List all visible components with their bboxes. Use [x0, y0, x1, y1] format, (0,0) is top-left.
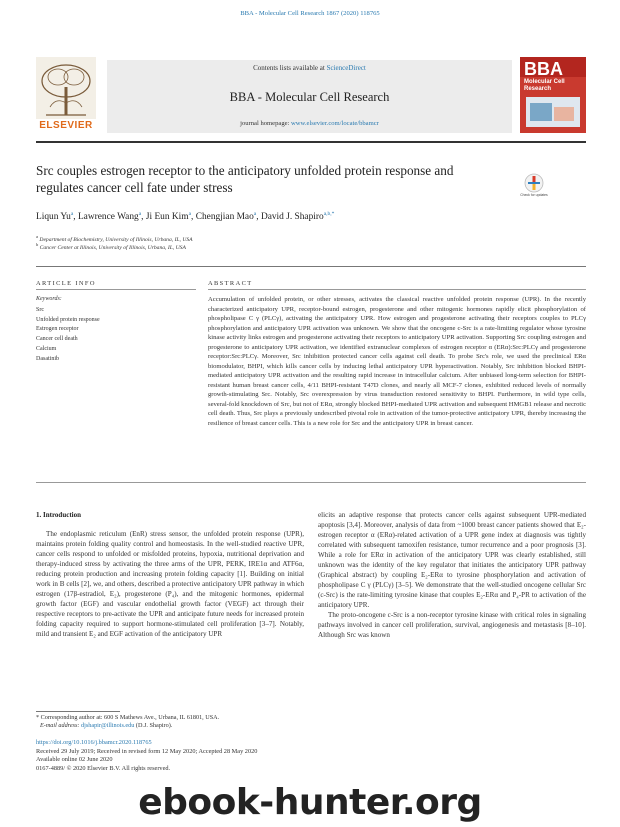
cover-subtitle: Molecular Cell Research	[524, 79, 565, 92]
journal-citation[interactable]: BBA - Molecular Cell Research 1867 (2020) 118765	[240, 10, 380, 17]
abstract-rule	[208, 289, 586, 290]
corresponding-author-footnote: * Corresponding author at: 600 S Mathews Ave., Urbana, IL 61801, USA. E-mail address: djshapir@illinois.edu (D.J. Shapiro).	[36, 714, 220, 730]
sciencedirect-link[interactable]: ScienceDirect	[326, 64, 366, 72]
keyword: Dasatinib	[36, 355, 59, 362]
cover-title: BBA	[524, 59, 563, 79]
journal-banner	[107, 60, 512, 133]
author[interactable]: Lawrence Wang$^a$,	[77, 211, 146, 223]
body-divider	[36, 482, 586, 483]
doi-link[interactable]: https://doi.org/10.1016/j.bbamcr.2020.118765	[36, 739, 152, 746]
author[interactable]: Liqun Yu$^a$,	[36, 211, 78, 223]
introduction-heading: 1. Introduction	[36, 511, 81, 519]
received-dates: Received 29 July 2019; Received in revised form 12 May 2020; Accepted 28 May 2020	[36, 747, 258, 755]
paragraph: elicits an adaptive response that protects cancer cells against subsequent UPR-mediated apoptosis [3,4]. Moreover, analysis of data from ~1000 breast cancer patients showed that E₂-estrogen receptor α (ERα)-related activation of a UPR gene index at diagnosis was tightly correlated with subsequent tamoxifen resistance, tumor recurrence and a poor prognosis [3]. While a role for ERα in activation of the anticipatory UPR was clearly established, still unknown was the identity of the key regulator that initiates the anticipatory UPR pathway (Graphical abstract) by coupling E₂-ERα to tyrosine phosphorylation and activation of phospholipase C γ (PLCγ) [3–5]. We demonstrate that the well-studied oncogene cellular Src (c-Src) is the rate-limiting tyrosine kinase that couples E₂-ERα and P₄-PR to activation of the anticipatory UPR.	[318, 511, 586, 609]
check-for-updates-label: Check for updates	[520, 193, 548, 197]
affiliation: $^a$ Department of Biochemistry, University of Illinois, Urbana, IL, USA	[36, 234, 193, 243]
article-title: Src couples estrogen receptor to the anticipatory unfolded protein response and regulates cancer cell fate under stress	[36, 163, 454, 195]
abstract-text: Accumulation of unfolded protein, or other stresses, activates the classical reactive unfolded protein response (UPR). In the recently characterized anticipatory UPR, receptor-bound estrogen, progesterone and other mitogenic hormones rapidly elicit phosphorylation of phospholipase C γ (PLCγ), activating the anticipatory UPR. How estrogen and progesterone activating their receptors couples to PLCγ phosphorylation and anticipatory UPR activation was unknown. We show that the oncogene c-Src is a rate-limiting regulator whose tyrosine kinase activity links estrogen and progesterone activating their receptors to anticipatory UPR activation. Supporting Src coupling estrogen and progesterone to anticipatory UPR activation, we identified extranuclear complexes of estrogen receptor α (ERα):Src:PLCγ and progesterone receptor:Src:PLCγ. Moreover, Src inhibition protected cancer cells against cell death. To probe Src's role, we used the preclinical ERα biomodulator, BHPI, which kills cancer cells by inducing lethal anticipatory UPR hyperactivation. Notably, Src inhibition blocked BHPI-mediated anticipatory UPR activation and the resulting rapid increase in intracellular calcium. After unbiased long-term selection for BHPI-resistant human breast cancer cells, 4/11 BHPI-resistant T47D clones, and nearly all MCF-7 clones, exhibited reduced levels of normally growth-stimulating Src. Notably, Src overexpression by virus transduction restored sensitivity to BHPI. Furthermore, in wild type cells, several-fold knockdown of Src, but not of ERα, strongly blocked BHPI-mediated UPR activation and subsequent HMGB1 release and necrotic cell death. Thus, Src plays a previously undescribed pivotal role in activation of the tumor-protective anticipatory UPR, thereby increasing the resilience of breast cancer cells. This is a new role for Src and the anticipatory UPR in breast cancer.	[208, 296, 586, 427]
keyword: Src	[36, 307, 44, 313]
author[interactable]: Chengjian Mao$^a$,	[195, 211, 261, 223]
author-list	[36, 211, 576, 222]
watermark: ebook-hunter.org	[138, 782, 482, 823]
footnote-rule	[36, 711, 120, 712]
introduction-right-column	[318, 510, 586, 640]
keyword: Estrogen receptor	[36, 326, 79, 333]
keywords-label: Keywords:	[36, 296, 62, 302]
keyword: Cancer cell death	[36, 336, 78, 343]
check-for-updates-badge[interactable]	[522, 172, 546, 202]
online-date: Available online 02 June 2020	[36, 756, 113, 764]
article-info-rule	[36, 289, 196, 290]
introduction-left-column: The endoplasmic reticulum (EnR) stress sensor, the unfolded protein response (UPR), maintains protein folding quality control and homeostasis. In the well-studied reactive UPR, cancer cells respond to unfolded or misfolded proteins, hypoxia, nutritional deprivation and therapy-induced stress by activating the three arms of the UPR, PERK, IRE1α and ATF6α, reducing protein production and increasing protein folding capacity [1]. Building on initial work in B cells [2], we, and others, described a protective anticipatory UPR pathway in which estrogen (17β-estradiol, E₂), progesterone (P₄), and the mitogenic hormones, epidermal growth factor (EGF) and vascular endothelial growth factor (VEGF) act through their respective receptors to pre-activate the UPR and anticipate future needs for increased protein folding capacity required to support hormone-stimulated cell proliferation [3–7]. Notably, mild and transient E₂ and EGF activation of the anticipatory UPR	[36, 530, 304, 638]
affiliation: $^b$ Cancer Center at Illinois, University of Illinois, Urbana, IL, USA	[36, 242, 186, 251]
keyword: Unfolded protein response	[36, 316, 100, 323]
article-info-heading: ARTICLE INFO	[36, 280, 96, 287]
header-divider	[36, 141, 586, 143]
copyright: 0167-4889/ © 2020 Elsevier B.V. All rights reserved.	[36, 764, 171, 772]
keywords-list	[36, 306, 100, 364]
abstract-heading: ABSTRACT	[208, 280, 253, 287]
author[interactable]: Ji Eun Kim$^a$,	[145, 211, 196, 223]
paragraph: The proto-oncogene c-Src is a non-receptor tyrosine kinase with critical roles in signaling pathways involved in cancer cell proliferation, survival, angiogenesis and metastasis [8–10]. Although Src was known	[318, 611, 586, 639]
journal-homepage-link[interactable]: www.elsevier.com/locate/bbamcr	[291, 120, 379, 127]
publication-info	[36, 739, 336, 773]
section-divider	[36, 266, 586, 267]
journal-homepage: journal homepage: www.elsevier.com/locate/bbamcr	[240, 120, 379, 127]
journal-name: BBA - Molecular Cell Research	[229, 90, 390, 104]
author[interactable]: David J. Shapiro$^{a,b,*}$	[260, 211, 335, 223]
elsevier-logo	[36, 57, 96, 133]
elsevier-wordmark: ELSEVIER	[39, 120, 93, 131]
keyword: Calcium	[36, 345, 57, 352]
author-email-link[interactable]: djshapir@illinois.edu	[81, 722, 135, 730]
journal-cover-thumbnail	[520, 57, 586, 133]
crossmark-icon	[522, 172, 546, 194]
contents-line: Contents lists available at ScienceDirect	[253, 64, 366, 72]
